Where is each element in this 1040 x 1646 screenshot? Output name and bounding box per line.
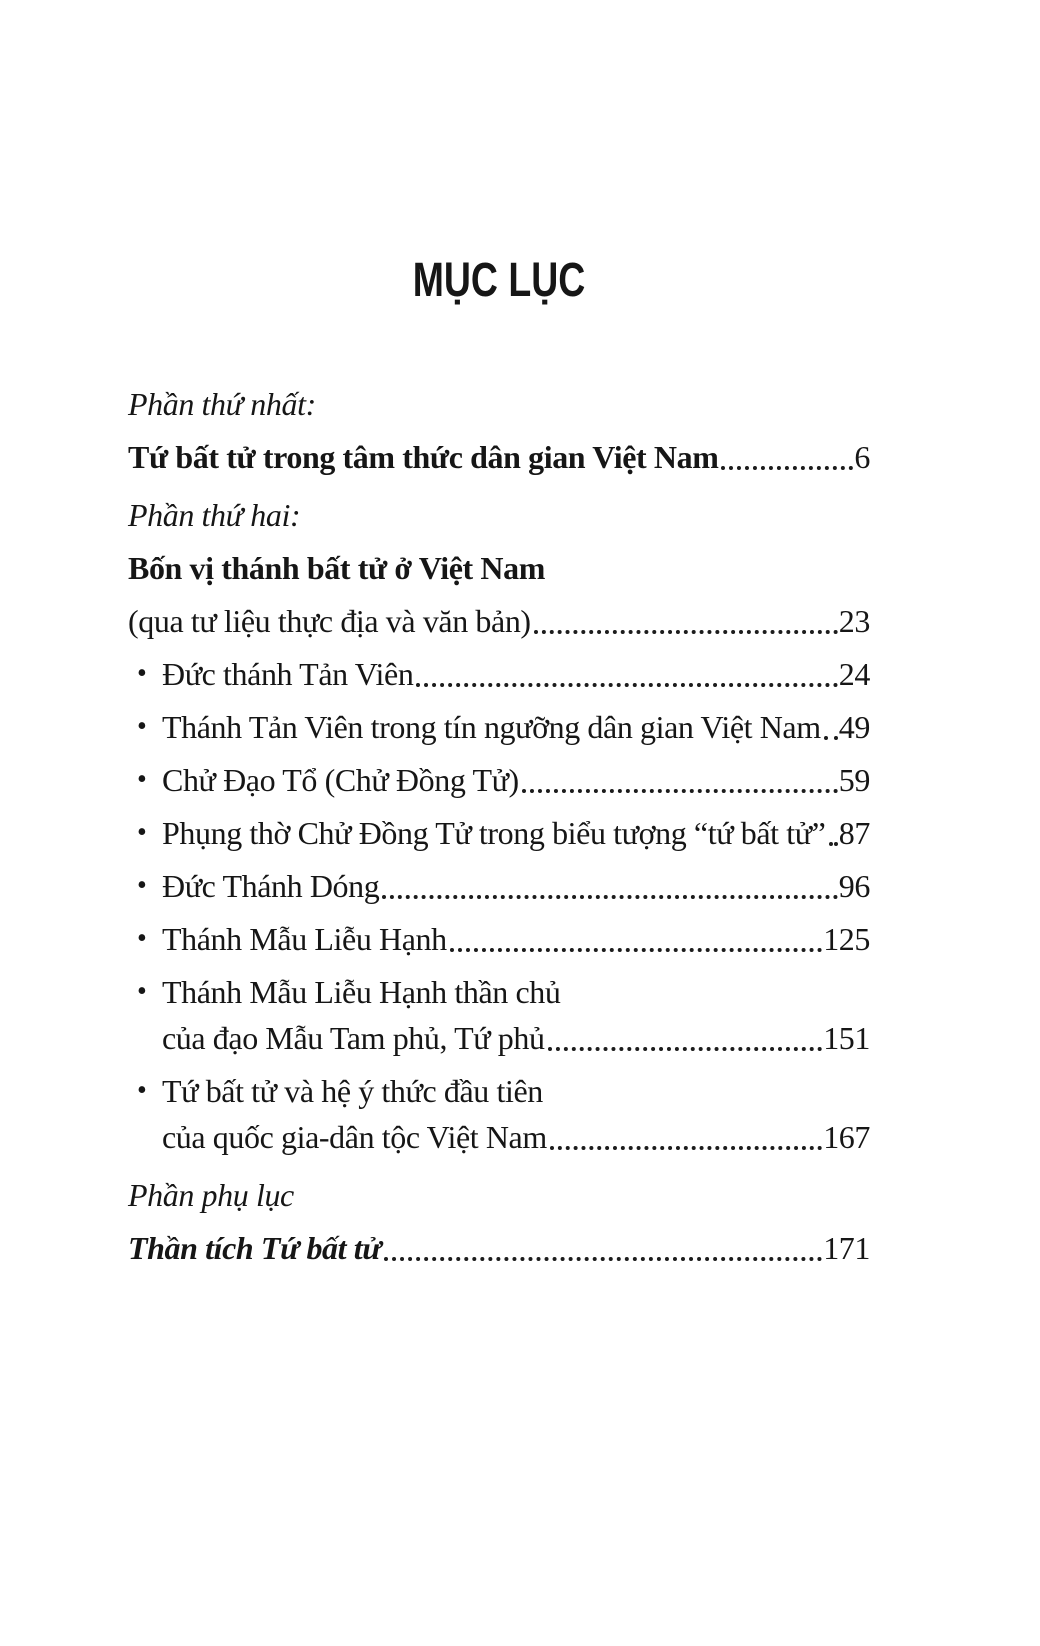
toc-entry-body (128, 1172, 870, 1218)
toc-entry-text: Tứ bất tử và hệ ý thức đầu tiên (162, 1073, 543, 1109)
toc-page-number: 87 (838, 815, 870, 851)
toc-entry-body (128, 492, 870, 538)
toc-entry-body (128, 381, 870, 427)
bullet-icon: • (137, 817, 147, 848)
toc-entry-line (162, 1114, 870, 1160)
dot-leader (450, 948, 822, 952)
dot-leader (382, 895, 837, 899)
toc-entry-text: Đức Thánh Dóng (162, 868, 380, 904)
toc-entry (128, 969, 870, 1061)
toc-entry-text: Thần tích Tứ bất tử (128, 1230, 381, 1266)
toc-entry-line (162, 1015, 870, 1061)
toc-page-number: 151 (823, 1020, 870, 1056)
toc-entry-text: Thánh Tản Viên trong tín ngưỡng dân gian Việt Nam (162, 709, 821, 745)
dot-leader (416, 683, 837, 687)
toc-entry (128, 863, 870, 909)
toc-page-number: 24 (838, 656, 870, 692)
toc-entry-body (162, 969, 870, 1061)
toc-entry-body (162, 651, 870, 697)
toc-entry-body (162, 1068, 870, 1160)
dot-leader (534, 630, 838, 634)
toc-entry (128, 704, 870, 750)
toc-entry-line (162, 916, 870, 962)
toc-entry-text: Bốn vị thánh bất tử ở Việt Nam (128, 550, 545, 586)
toc-entry-body (162, 810, 870, 856)
bullet-icon: • (137, 1075, 147, 1106)
toc-entry (128, 651, 870, 697)
toc-entry-text: Thánh Mẫu Liễu Hạnh thần chủ (162, 974, 561, 1010)
toc-page-number: 6 (854, 439, 870, 475)
toc-entry (128, 434, 870, 480)
toc-entry (128, 1172, 870, 1218)
toc-entry-text: của đạo Mẫu Tam phủ, Tứ phủ (162, 1020, 545, 1056)
bullet-icon: • (137, 923, 147, 954)
toc-page-number: 171 (823, 1230, 870, 1266)
toc-page-number: 96 (838, 868, 870, 904)
toc-entry (128, 810, 870, 856)
toc-entry-body (128, 545, 870, 591)
toc-entry (128, 545, 870, 591)
toc-entry-body (162, 704, 870, 750)
toc-entry-line (162, 1068, 870, 1114)
bullet-icon: • (137, 764, 147, 795)
toc-entry-line (162, 969, 870, 1015)
toc-entry-text: (qua tư liệu thực địa và văn bản) (128, 603, 531, 639)
toc-entry-line (128, 434, 870, 480)
toc-entry-body (162, 863, 870, 909)
toc-entry-text: Thánh Mẫu Liễu Hạnh (162, 921, 447, 957)
dot-leader (548, 1047, 823, 1051)
toc-entry-text: Tứ bất tử trong tâm thức dân gian Việt Nam (128, 439, 719, 475)
toc-entry-body (162, 916, 870, 962)
dot-leader (824, 736, 838, 740)
dot-leader (829, 842, 838, 846)
toc-entry-text: Đức thánh Tản Viên (162, 656, 414, 692)
toc-entry-text: của quốc gia-dân tộc Việt Nam (162, 1119, 547, 1155)
bullet-icon: • (137, 870, 147, 901)
toc-entry (128, 916, 870, 962)
toc-entry-text: Phần thứ hai: (128, 497, 301, 533)
toc-entry-text: Phụng thờ Chử Đồng Tử trong biểu tượng “tứ bất tử” (162, 815, 826, 851)
toc-page-number: 59 (838, 762, 870, 798)
toc-entry-line (162, 651, 870, 697)
toc-page-number: 23 (838, 603, 870, 639)
bullet-icon: • (137, 658, 147, 689)
bullet-icon: • (137, 711, 147, 742)
toc-entry-body (162, 757, 870, 803)
toc-entry-line (162, 810, 870, 856)
toc-entry (128, 757, 870, 803)
toc-entry-line (128, 545, 870, 591)
toc-entries (128, 381, 870, 1271)
toc-entry (128, 598, 870, 644)
toc-entry-line (128, 381, 870, 427)
toc-entry-line (162, 704, 870, 750)
toc-page-number: 125 (823, 921, 870, 957)
page-title: MỤC LỤC (412, 254, 586, 307)
toc-entry-text: Chử Đạo Tổ (Chử Đồng Tử) (162, 762, 519, 798)
toc-page-number: 167 (823, 1119, 870, 1155)
toc-entry-body (128, 1225, 870, 1271)
dot-leader (384, 1257, 822, 1261)
toc-entry (128, 1225, 870, 1271)
toc-entry (128, 492, 870, 538)
toc-entry-body (128, 434, 870, 480)
toc-entry-line (128, 492, 870, 538)
toc-entry-line (162, 757, 870, 803)
toc-entry-text: Phần thứ nhất: (128, 386, 316, 422)
toc-entry-line (128, 1225, 870, 1271)
toc-entry-line (128, 598, 870, 644)
toc-page-number: 49 (838, 709, 870, 745)
dot-leader (522, 789, 838, 793)
toc-entry-body (128, 598, 870, 644)
bullet-icon: • (137, 976, 147, 1007)
toc-entry-line (162, 863, 870, 909)
dot-leader (550, 1146, 822, 1150)
toc-entry-text: Phần phụ lục (128, 1177, 294, 1213)
toc-entry (128, 381, 870, 427)
toc-entry-line (128, 1172, 870, 1218)
dot-leader (721, 466, 853, 470)
toc-entry (128, 1068, 870, 1160)
